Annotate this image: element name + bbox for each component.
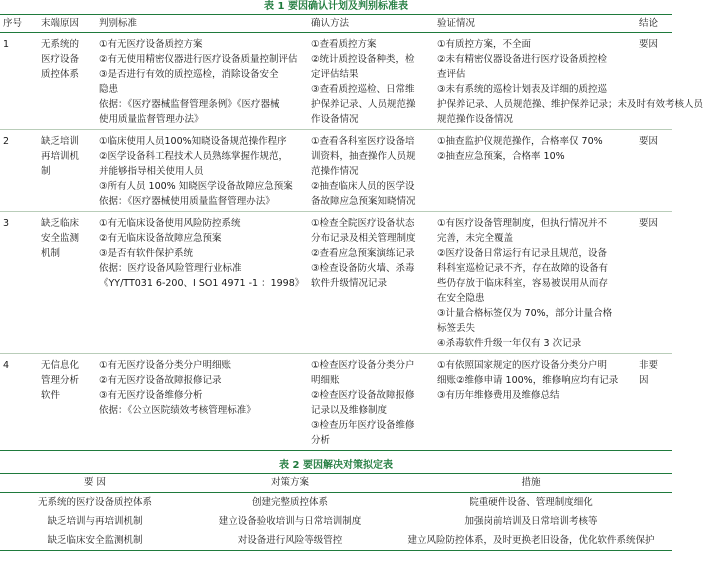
- table1-header-verification: 验证情况: [434, 15, 636, 33]
- cell-line: ①查看质控方案: [311, 39, 377, 50]
- cell-line: ②统计质控设备种类，检: [311, 54, 415, 65]
- cell-line: ①检查医疗设备分类分户: [311, 360, 415, 371]
- cell-line: 软件: [41, 390, 61, 401]
- cell-line: 安全监测: [41, 233, 80, 244]
- table2-header-plan: 对策方案: [190, 474, 390, 493]
- cell-method: [308, 130, 434, 212]
- cell-line: 训资料，抽查操作人员规: [311, 151, 416, 162]
- cell-verification: [434, 354, 636, 451]
- cell-measures: 建立风险防控体系，及时更换老旧设备，优化软件系统保护: [390, 531, 672, 551]
- cell-line: ③是否进行有效的质控巡检，消除设备安全: [99, 69, 279, 80]
- cell-line: 要因: [639, 39, 659, 50]
- cell-cause: 缺乏培训与再培训机制: [47, 516, 143, 527]
- cell-conclusion: [636, 130, 672, 212]
- cell-line: 完善，未完全覆盖: [437, 233, 514, 244]
- cell-line: 分布记录及相关管理制度: [311, 233, 416, 244]
- cell-conclusion: [636, 33, 672, 130]
- table-row: [0, 130, 672, 212]
- cell-line: 要因: [639, 218, 659, 229]
- cell-line: ②检查医疗设备故障报修: [311, 390, 415, 401]
- cell-verification: [434, 130, 636, 212]
- cell-line: ②有无医疗设备故障报修记录: [99, 375, 222, 386]
- cell-line: 查评估: [437, 69, 466, 80]
- cell-line: ③是否有软件保护系统: [99, 248, 194, 259]
- cell-criteria: [96, 212, 308, 354]
- table1-header-cause: 末端原因: [38, 15, 96, 33]
- table1-caption: 表 1 要因确认计划及判别标准表: [264, 1, 408, 12]
- cell-line: 软件升级情况记录: [311, 278, 388, 289]
- cell-conclusion: [636, 212, 672, 354]
- cell-line: 作设备情况: [311, 114, 359, 125]
- cell-line: 《YY/TT031 6-200、I SO1 4971 -1 ：1998》: [99, 278, 305, 289]
- table2-body: [0, 493, 672, 551]
- cell-line: 管理分析: [41, 375, 80, 386]
- cell-line: 定评估结果: [311, 69, 359, 80]
- cell-line: 制: [41, 166, 51, 177]
- cell-line: 并能够指导相关使用人员: [99, 166, 204, 177]
- cell-line: ②抽查临床人员的医学设: [311, 181, 415, 192]
- cell-line: ②未有精密仪器设备进行医疗设备质控检: [437, 54, 608, 65]
- table-row: [0, 493, 672, 513]
- cell-line: 范操作情况: [311, 166, 359, 177]
- cell-line: 机制: [41, 248, 61, 259]
- table-row: [0, 212, 672, 354]
- cell-line: ③查看质控巡检、日常维: [311, 84, 415, 95]
- table2-header-cause: 要 因: [0, 474, 190, 493]
- table1-header-no: 序号: [0, 15, 38, 33]
- cell-line: 隐患: [99, 84, 119, 95]
- cell-cause: [38, 33, 96, 130]
- table1-body: [0, 33, 703, 451]
- cell-measures: 院重硬件设备、管理制度细化: [469, 497, 593, 508]
- table1-header-criteria: 判别标准: [96, 15, 308, 33]
- cell-line: 护保养记录、人员规范操、维护保养记录；未及时有效考核人员: [437, 99, 703, 110]
- cell-plan: 建立设备验收培训与日常培训制度: [218, 516, 362, 527]
- table2-header-measures: 措施: [390, 474, 672, 493]
- cell-line: 要因: [639, 136, 659, 147]
- cell-line: ①有医疗设备管理制度，但执行情况并不: [437, 218, 608, 229]
- cell-line: 医疗设备: [41, 54, 80, 65]
- cell-plan: 对设备进行风险等级管控: [190, 531, 390, 551]
- cell-line: 缺乏培训: [41, 136, 80, 147]
- cell-line: 护保养记录、人员规范操: [311, 99, 416, 110]
- cell-line: ①有依照国家规定的医疗设备分类分户明: [437, 360, 608, 371]
- cell-no: 3: [0, 212, 38, 354]
- cell-line: ①检查全院医疗设备状态: [311, 218, 415, 229]
- cell-line: ③所有人员 100% 知晓医学设备故障应急预案: [99, 181, 293, 192]
- cell-line: 些仍存放于临床科室，容易被误用从而存: [437, 278, 609, 289]
- cell-cause: [38, 354, 96, 451]
- cell-line: ①有质控方案，不全面: [437, 39, 532, 50]
- cell-cause: [38, 130, 96, 212]
- cell-line: ①有无医疗设备分类分户明细账: [99, 360, 232, 371]
- cell-line: ③计量合格标签仅为 70%，部分计量合格: [437, 308, 613, 319]
- cell-cause: 缺乏临床安全监测机制: [0, 531, 190, 551]
- cell-measures: 加强岗前培训及日常培训考核等: [464, 516, 598, 527]
- table1-header-conclusion: 结论: [636, 15, 672, 33]
- table2-header-row: [0, 474, 672, 493]
- cell-conclusion: [636, 354, 672, 451]
- cell-line: 记录以及维修制度: [311, 405, 388, 416]
- cell-line: 依据：《医疗器械使用质量监督管理办法》: [99, 196, 275, 207]
- cell-line: ③检查设备防火墙、杀毒: [311, 263, 415, 274]
- cell-line: ②抽查应急预案，合格率 10%: [437, 151, 565, 162]
- cell-line: 细账②维修申请 100%，维修响应均有记录: [437, 375, 619, 386]
- cell-line: ③有无医疗设备维修分析: [99, 390, 203, 401]
- cell-line: 再培训机: [41, 151, 80, 162]
- cell-line: 标签丢失: [437, 323, 476, 334]
- cell-line: ③检查历年医疗设备维修: [311, 420, 415, 431]
- cell-line: 依据：《公立医院绩效考核管理标准》: [99, 405, 256, 416]
- cell-criteria: [96, 354, 308, 451]
- cell-line: ②医学设备科工程技术人员熟练掌握作规范，: [99, 151, 289, 162]
- cell-criteria: [96, 33, 308, 130]
- table1-header-row: [0, 15, 672, 33]
- cell-line: ③未有系统的巡检计划表及详细的质控巡: [437, 84, 608, 95]
- cell-plan: 创建完整质控体系: [251, 497, 328, 508]
- cell-method: [308, 212, 434, 354]
- cell-line: 质控体系: [41, 69, 80, 80]
- cell-cause: [38, 212, 96, 354]
- cell-line: 无信息化: [41, 360, 80, 371]
- cell-line: 明细账: [311, 375, 340, 386]
- table2: [0, 473, 672, 551]
- cell-line: ①有无临床设备使用风险防控系统: [99, 218, 241, 229]
- cell-criteria: [96, 130, 308, 212]
- cell-line: 备故障应急预案知晓情况: [311, 196, 416, 207]
- cell-line: 因: [639, 375, 649, 386]
- cell-line: 规范操作设备情况: [437, 114, 514, 125]
- cell-no: 1: [0, 33, 38, 130]
- table-row: [0, 33, 672, 130]
- cell-line: 缺乏临床: [41, 218, 80, 229]
- cell-no: 2: [0, 130, 38, 212]
- cell-line: 科科室巡检记录不齐，存在故障的设备有: [437, 263, 609, 274]
- cell-line: ①临床使用人员100%知晓设备规范操作程序: [99, 136, 287, 147]
- cell-line: 依据：医疗设备风险管理行业标准: [99, 263, 242, 274]
- cell-line: ①抽查监护仪规范操作，合格率仅 70%: [437, 136, 603, 147]
- table1: [0, 14, 703, 451]
- table1-header-method: 确认方法: [308, 15, 434, 33]
- cell-verification: [434, 212, 636, 354]
- cell-line: ④杀毒软件升级一年仅有 3 次记录: [437, 338, 582, 349]
- cell-line: 无系统的: [41, 39, 80, 50]
- table2-caption: 表 2 要因解决对策拟定表: [279, 460, 393, 471]
- table-row: [0, 531, 672, 551]
- cell-line: 依据：《医疗器械监督管理条例》《医疗器械: [99, 99, 280, 110]
- cell-line: ②有无临床设备故障应急预案: [99, 233, 222, 244]
- cell-line: ①有无医疗设备质控方案: [99, 39, 203, 50]
- cell-line: ②查看应急预案演练记录: [311, 248, 415, 259]
- cell-line: 非要: [639, 360, 659, 371]
- cell-line: ①查看各科室医疗设备培: [311, 136, 415, 147]
- cell-line: 分析: [311, 435, 331, 446]
- table-row: [0, 354, 672, 451]
- cell-no: 4: [0, 354, 38, 451]
- cell-line: 使用质量监督管理办法》: [99, 114, 204, 125]
- cell-line: ②有无使用精密仪器进行医疗设备质量控制评估: [99, 54, 298, 65]
- cell-line: ②医疗设备日常运行有记录且规范，设备: [437, 248, 608, 259]
- cell-method: [308, 33, 434, 130]
- cell-cause: 无系统的医疗设备质控体系: [37, 497, 152, 508]
- cell-line: ③有历年维修费用及维修总结: [437, 390, 560, 401]
- cell-line: 在安全隐患: [437, 293, 485, 304]
- table-row: [0, 512, 672, 531]
- cell-method: [308, 354, 434, 451]
